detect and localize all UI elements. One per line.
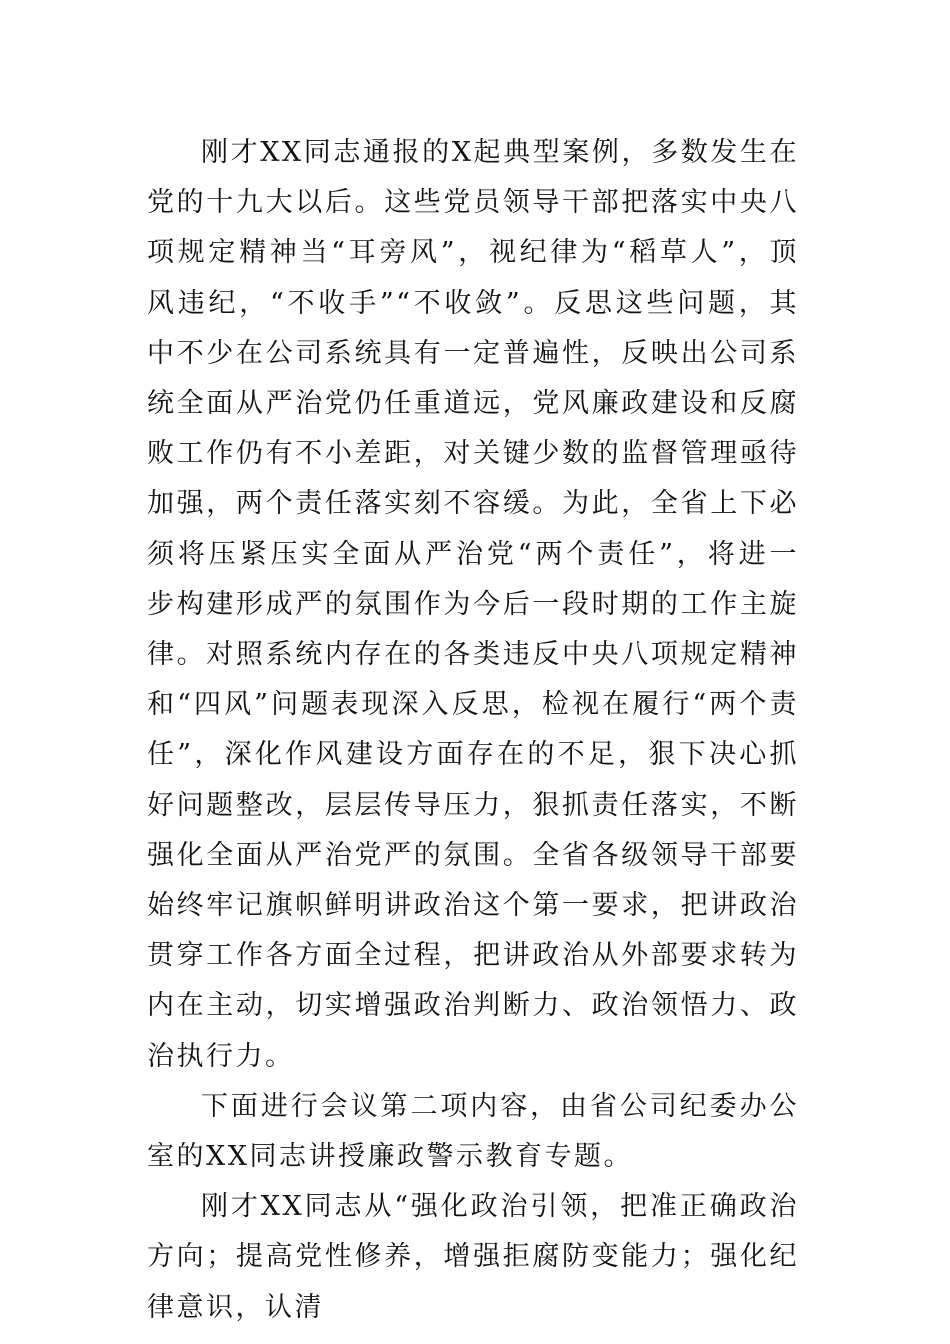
document-body (147, 128, 799, 1333)
paragraph-second-agenda-item: 下面进行会议第二项内容，由省公司纪委办公室的XX同志讲授廉政警示教育专题。 (147, 1090, 799, 1173)
paragraph-case-report: 刚才XX同志通报的X起典型案例，多数发生在党的十九大以后。这些党员领导干部把落实中央八项规定精神当“耳旁风”，视纪律为“稻草人”，顶风违纪，“不收手”“不收敛”。反思这些问题，其中不少在公司系统具有一定普遍性，反映出公司系统全面从严治党仍任重道远，党风廉政建设和反腐败工作仍有不小差距，对关键少数的监督管理亟待加强，两个责任落实刻不容缓。为此，全省上下必须将压紧压实全面从严治党“两个责任”，将进一步构建形成严的氛围作为今后一段时期的工作主旋律。对照系统内存在的各类违反中央八项规定精神和“四风”问题表现深入反思，检视在履行“两个责任”，深化作风建设方面存在的不足，狠下决心抓好问题整改，层层传导压力，狠抓责任落实，不断强化全面从严治党严的氛围。全省各级领导干部要始终牢记旗帜鲜明讲政治这个第一要求，把讲政治贯穿工作各方面全过程，把讲政治从外部要求转为内在主动，切实增强政治判断力、政治领悟力、政治执行力。 (147, 137, 799, 1072)
paragraph-lecture-summary: 刚才XX同志从“强化政治引领，把准正确政治方向；提高党性修养，增强拒腐防变能力；强化纪律意识，认清 (147, 1191, 799, 1323)
